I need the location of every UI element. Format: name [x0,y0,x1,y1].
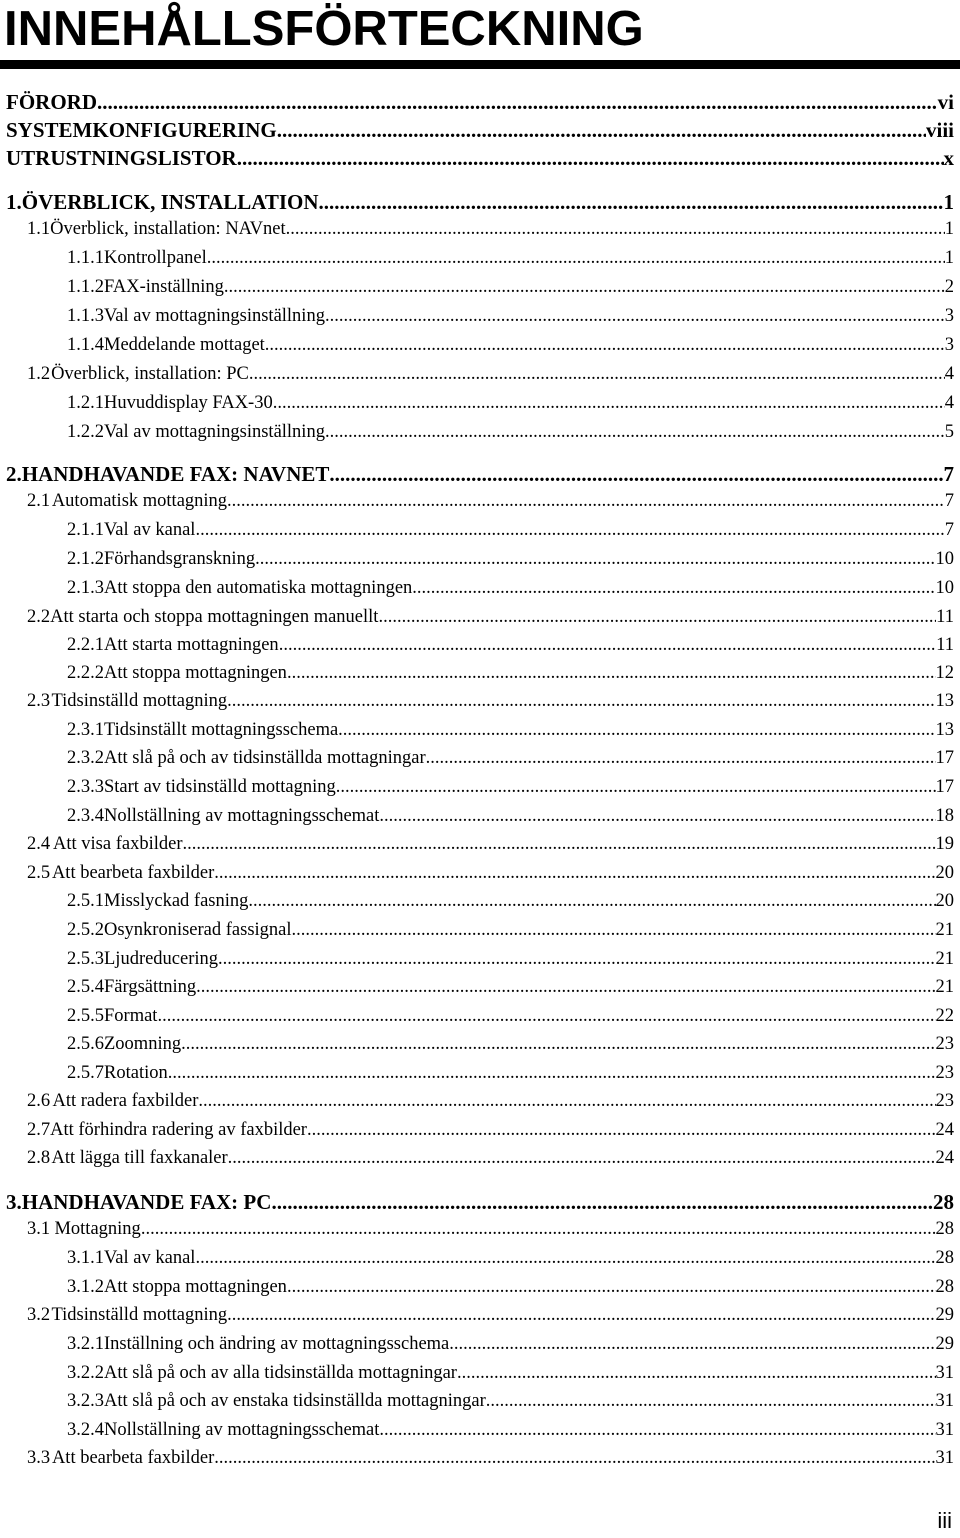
toc-entry-label: Huvuddisplay FAX-30 [104,393,273,413]
toc-entry[interactable] [27,863,954,884]
toc-entry[interactable] [67,520,954,541]
toc-entry[interactable] [27,1448,954,1469]
dot-leader [237,146,944,171]
toc-entry-label: FÖRORD [6,90,97,114]
toc-entry-label: SYSTEMKONFIGURERING [6,118,277,142]
toc-entry[interactable] [67,777,954,798]
toc-entry[interactable] [27,1219,954,1240]
toc-entry-number: 1.1.2 [67,277,104,297]
toc-entry[interactable] [67,1248,954,1269]
dot-leader [265,335,945,356]
dot-leader [287,663,936,684]
dot-leader [227,491,945,512]
toc-entry-number: 2.5 [27,863,51,883]
toc-entry-page: 13 [935,691,954,711]
toc-entry-number: 2.7 [27,1120,51,1140]
toc-entry-page: 20 [935,863,954,883]
dot-leader [486,1391,936,1412]
dot-leader [157,1006,935,1027]
toc-entry-number: 1.1.3 [67,306,104,326]
toc-entry-number: 2.5.6 [67,1034,104,1054]
toc-entry-page: 24 [935,1120,954,1140]
dot-leader [248,891,935,912]
toc-entry[interactable] [27,834,954,855]
toc-entry-number: 1.1.4 [67,335,104,355]
toc-entry[interactable] [67,393,954,414]
toc-entry[interactable] [67,1063,954,1084]
toc-entry[interactable] [67,1363,954,1384]
dot-leader [325,422,945,443]
toc-entry-label: Tidsinställd mottagning [51,691,228,711]
dot-leader [183,834,936,855]
dot-leader [279,635,936,656]
toc-entry-number: 1.2 [27,364,51,384]
toc-entry[interactable] [67,1420,954,1441]
toc-entry-page: 18 [935,806,954,826]
toc-entry-page: 10 [935,549,954,569]
toc-entry-number: 2.3 [27,691,51,711]
toc-entry-label: Val av kanal [104,1248,196,1268]
dot-leader [412,578,935,599]
toc-entry-page: 4 [944,364,954,384]
toc-entry-page: 28 [935,1248,954,1268]
toc-entry-number: 2.2 [27,607,51,627]
toc-entry[interactable] [67,248,954,269]
toc-entry-page: 1 [944,219,954,239]
dot-leader [457,1363,936,1384]
toc-entry-page: 31 [935,1363,954,1383]
toc-entry-page: 11 [936,635,954,655]
toc-entry-number: 3.2.3 [67,1391,104,1411]
toc-entry[interactable] [27,491,954,512]
toc-entry-label: Överblick, installation: PC [51,364,249,384]
toc-entry-page: 7 [944,491,954,511]
dot-leader [338,720,935,741]
dot-leader [292,920,936,941]
dot-leader [426,748,936,769]
toc-entry-page: x [943,146,954,170]
toc-entry[interactable] [27,607,954,628]
toc-entry[interactable] [67,720,954,741]
toc-entry-label: Rotation [104,1063,168,1083]
toc-entry-label: Att slå på och av enstaka tidsinställda mottagningar [104,1391,486,1411]
dot-leader [195,520,944,541]
toc-entry-number: 1.1.1 [67,248,104,268]
toc-entry-page: 23 [935,1063,954,1083]
toc-entry[interactable] [67,920,954,941]
title-rule [0,60,960,69]
page-number: iii [937,1508,952,1533]
toc-entry-label: Inställning och ändring av mottagningsschema [104,1334,450,1354]
toc-entry-page: 12 [935,663,954,683]
toc-entry-number: 2.5.4 [67,977,104,997]
dot-leader [286,219,945,240]
toc-entry-number: 2. [6,462,22,486]
dot-leader [379,806,935,827]
toc-entry-number: 3.2.4 [67,1420,104,1440]
toc-entry-label: Val av mottagningsinställning [104,306,325,326]
toc-entry-number: 3.3 [27,1448,51,1468]
toc-entry-label: Meddelande mottaget [104,335,265,355]
dot-leader [329,462,943,487]
toc-entry-label: Att slå på och av alla tidsinställda mottagningar [104,1363,457,1383]
dot-leader [228,1148,936,1169]
toc-entry-number: 2.4 [27,834,51,854]
toc-entry-label: Osynkroniserad fassignal [104,920,292,940]
toc-entry[interactable] [27,1148,954,1169]
toc-entry-label: Att starta och stoppa mottagningen manuellt [50,607,379,627]
dot-leader [181,1034,935,1055]
dot-leader [141,1219,936,1240]
toc-entry[interactable] [67,578,954,599]
dot-leader [97,90,938,115]
toc-entry[interactable] [67,1034,954,1055]
toc-entry[interactable] [67,306,954,327]
toc-entry[interactable] [67,748,954,769]
toc-entry[interactable] [27,1305,954,1326]
toc-entry-number: 2.1.2 [67,549,104,569]
toc-entry[interactable] [67,949,954,970]
toc-entry-label: Ljudreducering [104,949,219,969]
toc-entry-number: 2.5.1 [67,891,104,911]
toc-entry-page: 22 [935,1006,954,1026]
dot-leader [214,863,935,884]
toc-entry[interactable] [6,118,954,143]
toc-entry-label: HANDHAVANDE FAX: NAVNET [21,462,330,486]
toc-entry-page: 24 [935,1148,954,1168]
toc-entry-label: ÖVERBLICK, INSTALLATION [21,190,319,214]
toc-entry-page: 10 [935,578,954,598]
toc-entry-page: 11 [936,607,954,627]
toc-entry-label: Val av kanal [104,520,196,540]
toc-entry-label: Att radera faxbilder [52,1091,199,1111]
toc-entry[interactable] [6,190,954,215]
toc-entry-label: Att stoppa den automatiska mottagningen [104,578,413,598]
toc-entry-number: 3. [6,1190,22,1214]
toc-entry-label: Färgsättning [104,977,197,997]
dot-leader [218,949,935,970]
toc-entry-label: Zoomning [104,1034,182,1054]
toc-entry-label: Tidsinställd mottagning [51,1305,228,1325]
dot-leader [207,248,945,269]
toc-entry-page: 20 [935,891,954,911]
toc-entry-number: 3.2.2 [67,1363,104,1383]
toc-entry-label: Att bearbeta faxbilder [51,1448,215,1468]
toc-entry-label: Att lägga till faxkanaler [51,1148,228,1168]
dot-leader [325,306,945,327]
toc-entry-page: 21 [935,949,954,969]
toc-entry-number: 3.1.2 [67,1277,104,1297]
toc-entry[interactable] [67,422,954,443]
toc-entry-label: UTRUSTNINGSLISTOR [6,146,237,170]
toc-entry-label: Att förhindra radering av faxbilder [50,1120,307,1140]
toc-entry[interactable] [67,277,954,298]
toc-entry-page: 31 [935,1448,954,1468]
dot-leader [287,1277,936,1298]
toc-entry-label: Kontrollpanel [104,248,207,268]
toc-entry-number: 2.3.3 [67,777,104,797]
toc-entry-page: 29 [935,1334,954,1354]
toc-entry-number: 3.2 [27,1305,51,1325]
toc-entry-label: Misslyckad fasning [104,891,249,911]
toc-entry-page: 31 [935,1391,954,1411]
toc-entry[interactable] [67,891,954,912]
toc-entry-page: 3 [944,335,954,355]
toc-entry-label: Överblick, installation: NAVnet [50,219,286,239]
toc-entry-page: 5 [944,422,954,442]
dot-leader [196,977,935,998]
toc-entry[interactable] [67,635,954,656]
toc-entry-number: 2.5.3 [67,949,104,969]
toc-entry[interactable] [67,335,954,356]
toc-entry-label: Start av tidsinställd mottagning [104,777,336,797]
toc-entry-label: Mottagning [54,1219,141,1239]
toc-entry-number: 2.5.7 [67,1063,104,1083]
dot-leader [227,1305,935,1326]
toc-entry-page: 7 [943,462,954,486]
toc-entry[interactable] [27,691,954,712]
dot-leader [271,1190,933,1215]
toc-entry[interactable] [27,219,954,240]
toc-entry-label: Format [104,1006,158,1026]
toc-entry-page: 28 [935,1219,954,1239]
toc-entry[interactable] [67,1006,954,1027]
toc-entry-number: 2.2.1 [67,635,104,655]
dot-leader [214,1448,935,1469]
toc-entry-page: 29 [935,1305,954,1325]
toc-entry-label: Att starta mottagningen [104,635,279,655]
toc-entry-label: Att visa faxbilder [53,834,183,854]
dot-leader [336,777,936,798]
toc-entry-page: 19 [935,834,954,854]
toc-entry-page: viii [925,118,954,142]
toc-entry-number: 2.3.1 [67,720,104,740]
toc-entry-number: 3.2.1 [67,1334,104,1354]
toc-entry-page: vi [937,90,954,114]
dot-leader [319,190,944,215]
dot-leader [195,1248,935,1269]
toc-entry-number: 2.8 [27,1148,51,1168]
toc-entry-number: 3.1.1 [67,1248,104,1268]
toc-entry[interactable] [67,806,954,827]
toc-entry-page: 17 [935,777,954,797]
toc-entry-page: 3 [944,306,954,326]
toc-entry-page: 28 [933,1190,954,1214]
toc-entry-number: 2.5.5 [67,1006,104,1026]
toc-entry-number: 1. [6,190,22,214]
toc-entry-number: 2.1.3 [67,578,104,598]
toc-entry[interactable] [67,549,954,570]
toc-entry-page: 23 [935,1034,954,1054]
toc-entry[interactable] [67,1391,954,1412]
toc-entry[interactable] [67,1277,954,1298]
toc-entry-number: 2.6 [27,1091,51,1111]
dot-leader [255,549,935,570]
toc-entry[interactable] [27,1120,954,1141]
toc-entry[interactable] [6,146,954,171]
toc-entry-label: Förhandsgranskning [104,549,256,569]
toc-entry-page: 1 [944,248,954,268]
dot-leader [379,1420,935,1441]
toc-entry-page: 4 [944,393,954,413]
toc-entry-page: 13 [935,720,954,740]
toc-entry-label: HANDHAVANDE FAX: PC [21,1190,272,1214]
toc-entry[interactable] [67,663,954,684]
toc-entry-label: Nollställning av mottagningsschemat [104,806,380,826]
toc-entry-page: 23 [935,1091,954,1111]
dot-leader [168,1063,936,1084]
dot-leader [449,1334,935,1355]
dot-leader [224,277,945,298]
dot-leader [273,393,945,414]
toc-entry-page: 21 [935,920,954,940]
dot-leader [198,1091,935,1112]
toc-entry-number: 2.1 [27,491,51,511]
toc-entry-label: Att slå på och av tidsinställda mottagningar [104,748,426,768]
toc-entry[interactable] [6,1190,954,1215]
toc-entry-label: FAX-inställning [104,277,224,297]
toc-entry-label: Att bearbeta faxbilder [51,863,215,883]
toc-entry-number: 1.2.1 [67,393,104,413]
dot-leader [277,118,926,143]
toc-entry-page: 17 [935,748,954,768]
toc-entry-label: Att stoppa mottagningen [104,1277,287,1297]
dot-leader [378,607,936,628]
toc-entry-page: 1 [943,190,954,214]
toc-entry-label: Att stoppa mottagningen [104,663,287,683]
toc-entry-page: 21 [935,977,954,997]
toc-entry-number: 2.1.1 [67,520,104,540]
toc-entry-number: 2.2.2 [67,663,104,683]
toc-entry-page: 2 [944,277,954,297]
toc-entry[interactable] [67,977,954,998]
toc-entry-number: 1.2.2 [67,422,104,442]
toc-entry-label: Automatisk mottagning [51,491,228,511]
toc-entry-page: 28 [935,1277,954,1297]
toc-entry[interactable] [27,364,954,385]
toc-entry-page: 7 [944,520,954,540]
toc-entry-label: Nollställning av mottagningsschemat [104,1420,380,1440]
toc-entry[interactable] [6,462,954,487]
toc-entry[interactable] [67,1334,954,1355]
page-title: INNEHÅLLSFÖRTECKNING [4,2,644,56]
toc-entry[interactable] [27,1091,954,1112]
toc-entry-page: 31 [935,1420,954,1440]
toc-entry-number: 2.3.2 [67,748,104,768]
toc-entry[interactable] [6,90,954,115]
toc-entry-number: 1.1 [27,219,51,239]
dot-leader [307,1120,936,1141]
toc-entry-number: 2.3.4 [67,806,104,826]
dot-leader [249,364,945,385]
dot-leader [227,691,935,712]
toc-entry-label: Tidsinställt mottagningsschema [104,720,339,740]
toc-entry-number: 3.1 [27,1219,51,1239]
toc-entry-number: 2.5.2 [67,920,104,940]
toc-entry-label: Val av mottagningsinställning [104,422,325,442]
